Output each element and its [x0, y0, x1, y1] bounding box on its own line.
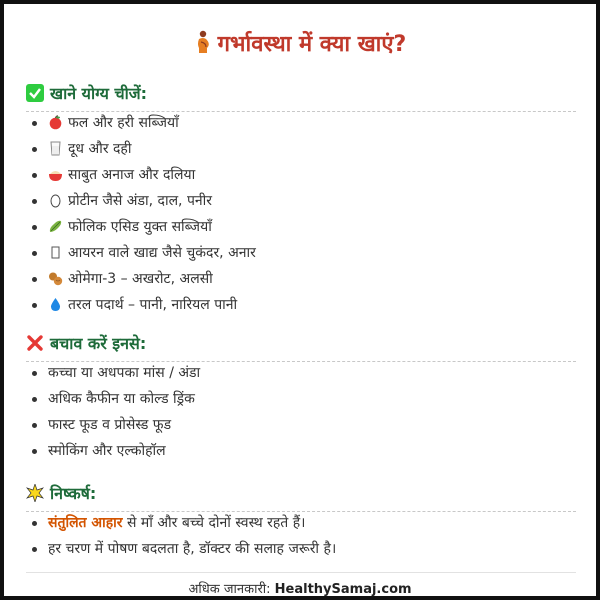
check-mark-icon	[26, 84, 44, 106]
avoid-list	[30, 362, 200, 466]
list-item: हर चरण में पोषण बदलता है, डॉक्टर की सलाह जरूरी है।	[30, 538, 336, 564]
footer-divider	[26, 572, 576, 573]
list-item: संतुलित आहार से माँ और बच्चे दोनों स्वस्थ रहते हैं।	[30, 512, 336, 538]
list-item: आयरन वाले खाद्य जैसे चुकंदर, अनार	[30, 242, 256, 268]
list-item: साबुत अनाज और दलिया	[30, 164, 256, 190]
highlight-text: संतुलित आहार	[48, 515, 123, 531]
page-title	[4, 28, 596, 60]
pregnant-woman-icon	[194, 30, 212, 60]
milk-glass-icon	[48, 141, 63, 156]
list-item: प्रोटीन जैसे अंडा, दाल, पनीर	[30, 190, 256, 216]
grain-bowl-icon	[48, 167, 63, 182]
egg-icon	[48, 193, 63, 208]
list-item: अधिक कैफीन या कोल्ड ड्रिंक	[30, 388, 200, 414]
list-item: तरल पदार्थ – पानी, नारियल पानी	[30, 294, 256, 320]
conclusion-list	[30, 512, 336, 564]
list-item: फास्ट फूड व प्रोसेस्ड फूड	[30, 414, 200, 440]
nuts-icon	[48, 271, 63, 286]
list-item: दूध और दही	[30, 138, 256, 164]
list-item: कच्चा या अधपका मांस / अंडा	[30, 362, 200, 388]
conclusion-section-heading	[26, 482, 576, 512]
list-item: फल और हरी सब्जियाँ	[30, 112, 256, 138]
avoid-section-heading	[26, 332, 576, 362]
eat-section-heading	[26, 82, 576, 112]
avoid-heading-text: बचाव करें इनसे:	[50, 334, 147, 353]
missing-glyph-icon	[48, 245, 63, 260]
cross-mark-icon	[26, 334, 44, 356]
eat-heading-text: खाने योग्य चीजें:	[50, 84, 148, 103]
list-item: स्मोकिंग और एल्कोहॉल	[30, 440, 200, 466]
footer-label: अधिक जानकारी:	[188, 582, 275, 597]
water-drop-icon	[48, 297, 63, 312]
title-text: गर्भावस्था में क्या खाएं?	[217, 32, 407, 57]
footer	[4, 579, 596, 597]
footer-site: HealthySamaj.com	[274, 582, 412, 597]
apple-icon	[48, 115, 63, 130]
sparkle-burst-icon	[26, 484, 44, 506]
list-item: ओमेगा-3 – अखरोट, अलसी	[30, 268, 256, 294]
conclusion-heading-text: निष्कर्ष:	[50, 484, 97, 503]
list-item: फोलिक एसिड युक्त सब्जियाँ	[30, 216, 256, 242]
green-vegetable-icon	[48, 219, 63, 234]
eat-list	[30, 112, 256, 320]
